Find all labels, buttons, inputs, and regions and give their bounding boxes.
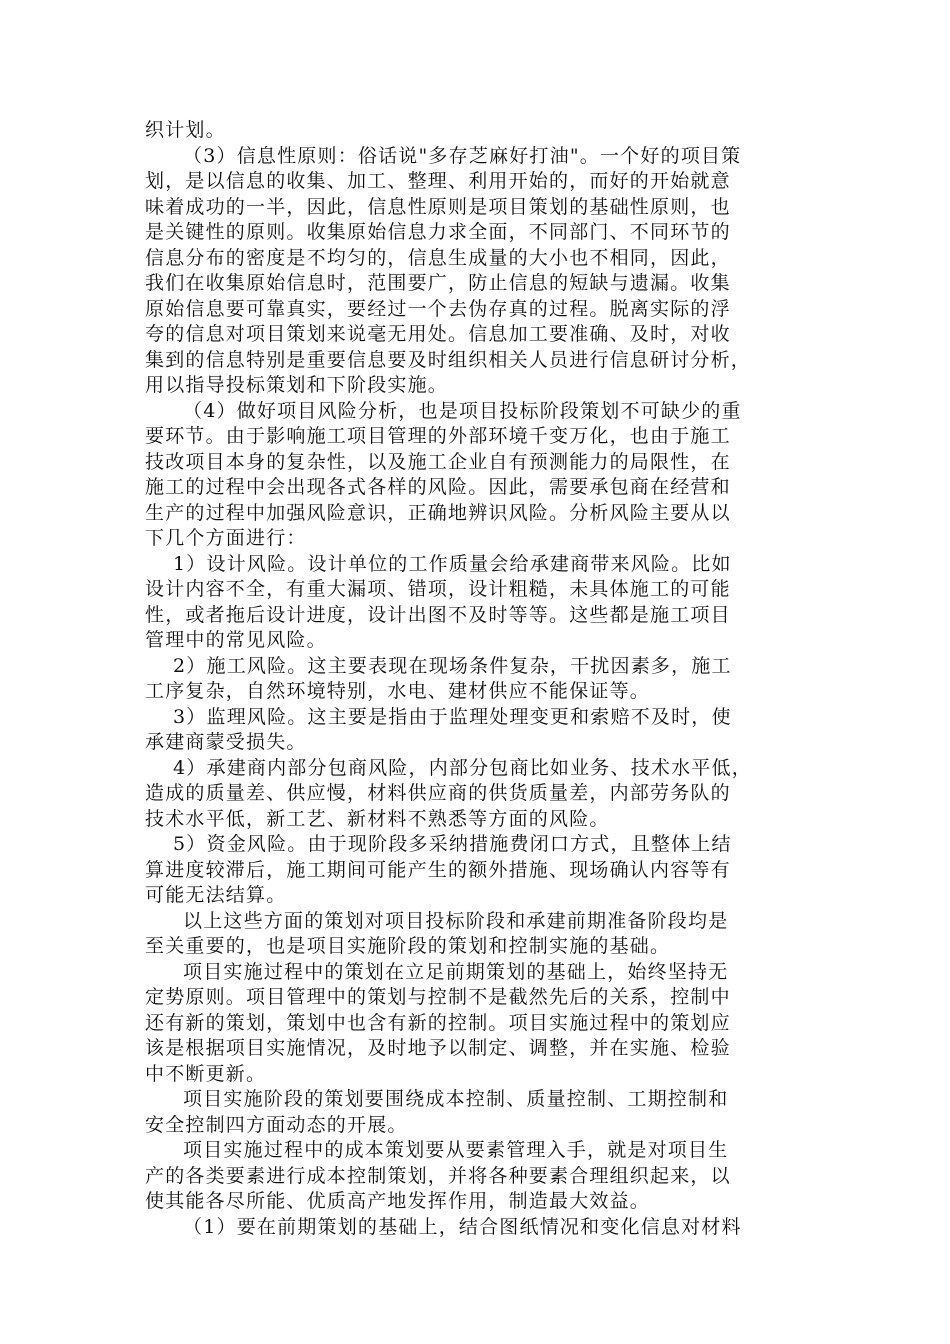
text-line: 技术水平低，新工艺、新材料不熟悉等方面的风险。 [145,807,610,830]
text-line: 造成的质量差、供应慢，材料供应商的供货质量差，内部劳务队的 [145,782,731,804]
text-line: 管理中的常见风险。 [145,629,327,651]
text-line: 3）监理风险。这主要是指由于监理处理变更和索赔不及时，使 [173,705,732,728]
text-line: 4）承建商内部分包商风险，内部分包商比如业务、技术水平低， [173,756,752,779]
text-line: 算进度较滞后，施工期间可能产生的额外措施、现场确认内容等有 [145,858,731,881]
text-line: 划，是以信息的收集、加工、整理、利用开始的，而好的开始就意 [145,170,731,192]
text-line: 夸的信息对项目策划来说毫无用处。信息加工要准确、及时，对收 [145,323,731,345]
text-line: 工序复杂，自然环境特别，水电、建材供应不能保证等。 [145,680,651,702]
text-line: 项目实施过程中的成本策划要从要素管理入手，就是对项目生 [183,1139,729,1161]
text-line: 性，或者拖后设计进度，设计出图不及时等等。这些都是施工项目 [145,603,731,626]
text-line: （3）信息性原则：俗话说"多存芝麻好打油"。一个好的项目策 [183,144,742,167]
text-line: 原始信息要可靠真实，要经过一个去伪存真的过程。脱离实际的浮 [145,297,731,320]
text-line: 用以指导投标策划和下阶段实施。 [145,374,449,396]
text-line: 集到的信息特别是重要信息要及时组织相关人员进行信息研讨分析， [145,348,752,371]
text-line: 1）设计风险。设计单位的工作质量会给承建商带来风险。比如 [173,552,732,575]
text-line: 下几个方面进行： [145,527,307,549]
text-line: 项目实施阶段的策划要围绕成本控制、质量控制、工期控制和 [183,1088,729,1110]
text-line: 承建商蒙受损失。 [145,731,307,753]
text-line: 我们在收集原始信息时，范围要广，防止信息的短缺与遗漏。收集 [145,272,731,294]
text-line: 安全控制四方面动态的开展。 [145,1113,408,1136]
text-line: 定势原则。项目管理中的策划与控制不是截然先后的关系，控制中 [145,986,731,1008]
text-line: 施工的过程中会出现各式各样的风险。因此，需要承包商在经营和 [145,476,731,498]
text-line: 要环节。由于影响施工项目管理的外部环境千变万化，也由于施工 [145,425,731,447]
text-line: 设计内容不全，有重大漏项、错项，设计粗糙，未具体施工的可能 [145,578,731,600]
text-line: （4）做好项目风险分析，也是项目投标阶段策划不可缺少的重 [183,399,742,422]
text-line: 是关键性的原则。收集原始信息力求全面，不同部门、不同环节的 [145,221,731,243]
text-line: 2）施工风险。这主要表现在现场条件复杂，干扰因素多，施工 [173,654,732,677]
text-line: 中不断更新。 [145,1062,267,1085]
text-line: 项目实施过程中的策划在立足前期策划的基础上，始终坚持无 [183,960,729,983]
text-line: 5）资金风险。由于现阶段多采纳措施费闭口方式，且整体上结 [173,833,732,855]
text-line: 技改项目本身的复杂性，以及施工企业自有预测能力的局限性，在 [145,450,731,473]
text-line: 味着成功的一半，因此，信息性原则是项目策划的基础性原则，也 [145,195,731,218]
text-line: 还有新的策划，策划中也含有新的控制。项目实施过程中的策划应 [145,1011,731,1034]
text-line: （1）要在前期策划的基础上，结合图纸情况和变化信息对材料 [183,1215,742,1238]
text-line: 至关重要的，也是项目实施阶段的策划和控制实施的基础。 [145,935,671,957]
text-line: 织计划。 [145,119,226,141]
text-line: 以上这些方面的策划对项目投标阶段和承建前期准备阶段均是 [183,909,729,932]
body-text [145,118,810,1240]
text-line: 产的各类要素进行成本控制策划，并将各种要素合理组织起来，以 [145,1164,731,1187]
text-line: 生产的过程中加强风险意识，正确地辨识风险。分析风险主要从以 [145,501,731,524]
text-line: 可能无法结算。 [145,884,287,906]
text-line: 使其能各尽所能、优质高产地发挥作用，制造最大效益。 [145,1190,651,1212]
text-line: 该是根据项目实施情况，及时地予以制定、调整，并在实施、检验 [145,1037,731,1059]
text-line: 信息分布的密度是不均匀的，信息生成量的大小也不相同，因此， [145,246,731,269]
